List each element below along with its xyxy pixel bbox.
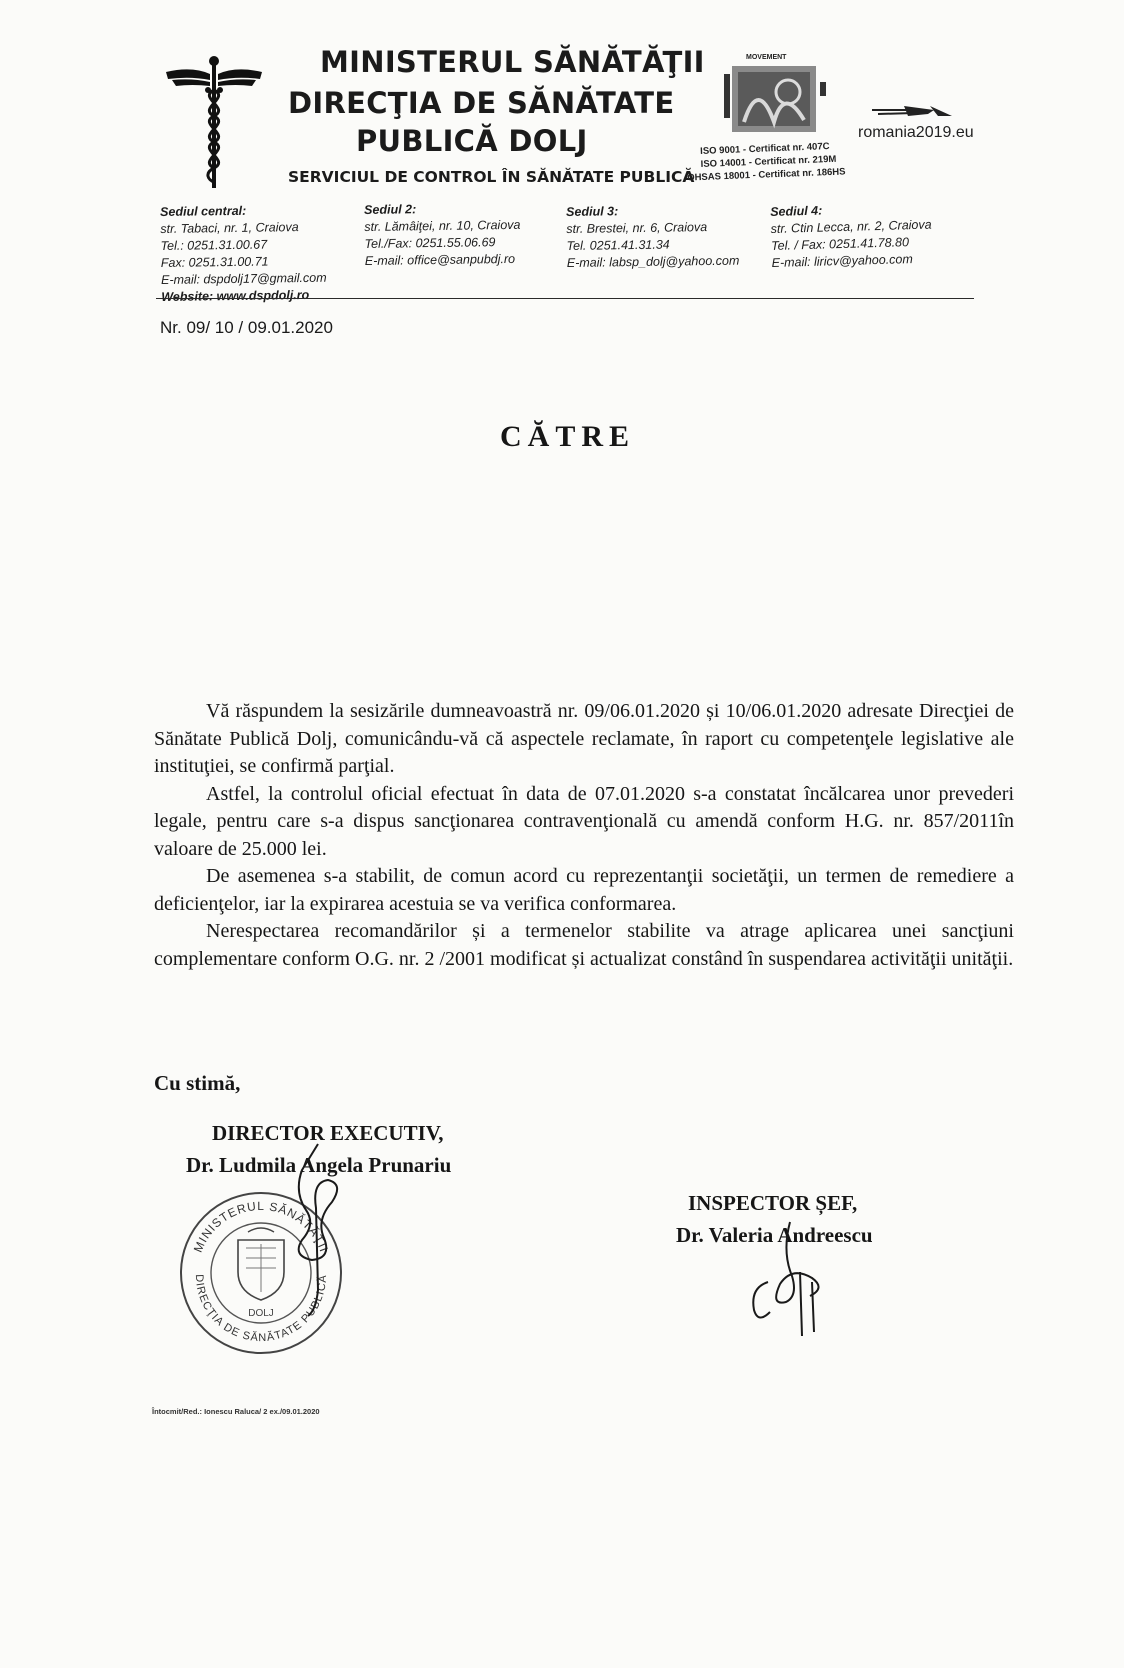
stamp-center-text: DOLJ (248, 1308, 274, 1319)
cert-iso9001: ISO 9001 - Certificat nr. 407C (700, 141, 830, 157)
office-4-street: str. Ctin Lecca, nr. 2, Craiova (770, 217, 932, 236)
office-3-title: Sediul 3: (566, 204, 619, 219)
cert-logo-caption: MOVEMENT (746, 54, 787, 61)
paragraph-4: Nerespectarea recomandărilor și a termenelor stabilite va atrage aplicarea unei sancţiuni complementare conform O.G. nr. 2 /2001 modificat și actualizat constând în suspendarea activităţii unităţii. (154, 920, 1014, 970)
presidency-site: romania2019.eu (858, 124, 974, 141)
office-4-phone: Tel. / Fax: 0251.41.78.80 (770, 235, 910, 253)
office-2-street: str. Lămâiţei, nr. 10, Craiova (364, 217, 521, 234)
document-number: Nr. 09/ 10 / 09.01.2020 (160, 318, 333, 337)
director-title: DIRECTOR EXECUTIV, (212, 1121, 444, 1145)
cert-iso14001: ISO 14001 - Certificat nr. 219M (700, 153, 837, 170)
paragraph-3: De asemenea s-a stabilit, de comun acord cu reprezentanţii societăţii, un termen de remediere a deficienţelor, iar la expirarea acestuia se va verifica conformarea. (154, 865, 1014, 915)
office-4 (770, 200, 933, 272)
caduceus-logo (162, 52, 266, 192)
letter-body (154, 698, 1014, 973)
ministry-title: MINISTERUL SĂNĂTĂŢII (320, 45, 705, 79)
presidency-logo-icon (868, 100, 958, 124)
office-2-title: Sediul 2: (364, 202, 417, 217)
office-3-phone: Tel. 0251.41.31.34 (566, 237, 670, 253)
directorate-title-line1: DIRECŢIA DE SĂNĂTATE (288, 86, 675, 120)
office-2 (364, 200, 521, 270)
stamp-bottom-text: DIRECŢIA DE SĂNĂTATE PUBLICĂ (192, 1274, 330, 1345)
directorate-title-line2: PUBLICĂ DOLJ (356, 124, 588, 158)
office-central (160, 202, 327, 306)
director-signature (272, 1140, 352, 1320)
addressee-heading: CĂTRE (500, 420, 636, 453)
office-4-title: Sediul 4: (770, 203, 823, 219)
office-central-website: Website: www.dspdolj.ro (161, 287, 310, 304)
closing-salutation: Cu stimă, (154, 1071, 241, 1095)
director-name: Dr. Ludmila Angela Prunariu (186, 1153, 452, 1177)
paragraph-1: Vă răspundem la sesizările dumneavoastră nr. 09/06.01.2020 și 10/06.01.2020 adresate Direcţiei de Sănătate Publică Dolj, comunicându-vă că aspectele reclamate, în raport cu competenţele legislative ale instituţiei, se confirmă parţial. (154, 700, 1014, 777)
office-3-email: E-mail: labsp_dolj@yahoo.com (566, 253, 740, 270)
office-2-phone: Tel./Fax: 0251.55.06.69 (364, 235, 496, 251)
office-3-street: str. Brestei, nr. 6, Craiova (566, 220, 708, 236)
office-central-title: Sediul central: (160, 203, 247, 219)
stamp-top-text: MINISTERUL SĂNĂTĂŢII (190, 1198, 332, 1255)
paragraph-2: Astfel, la controlul oficial efectuat în data de 07.01.2020 s-a constatat încălcarea unor prevederi legale, pentru care s-a dispus sancţionarea contravenţională cu amendă conform H.G. nr. 857/2011în valoare de 25.000 lei. (154, 782, 1014, 860)
office-central-phone: Tel.: 0251.31.00.67 (160, 237, 268, 253)
office-central-email: E-mail: dspdolj17@gmail.com (160, 270, 327, 287)
certification-mark-icon (724, 52, 832, 142)
certification-logo (724, 52, 832, 142)
service-name: SERVICIUL DE CONTROL ÎN SĂNĂTATE PUBLICĂ (288, 168, 695, 186)
inspector-title: INSPECTOR ȘEF, (688, 1191, 858, 1215)
certification-list (687, 140, 846, 184)
inspector-name: Dr. Valeria Andreescu (676, 1223, 873, 1247)
office-central-street: str. Tabaci, nr. 1, Craiova (160, 220, 299, 236)
office-central-fax: Fax: 0251.31.00.71 (160, 254, 269, 270)
inspector-signature (740, 1212, 830, 1342)
header-divider (156, 298, 974, 299)
cert-ohsas18001: OHSAS 18001 - Certificat nr. 186HS (687, 166, 846, 184)
office-4-email: E-mail: liricv@yahoo.com (771, 252, 913, 270)
drafted-by-note: Întocmit/Red.: Ionescu Raluca/ 2 ex./09.01.2020 (152, 1407, 320, 1416)
office-2-email: E-mail: office@sanpubdj.ro (364, 251, 516, 268)
office-3 (566, 202, 739, 272)
